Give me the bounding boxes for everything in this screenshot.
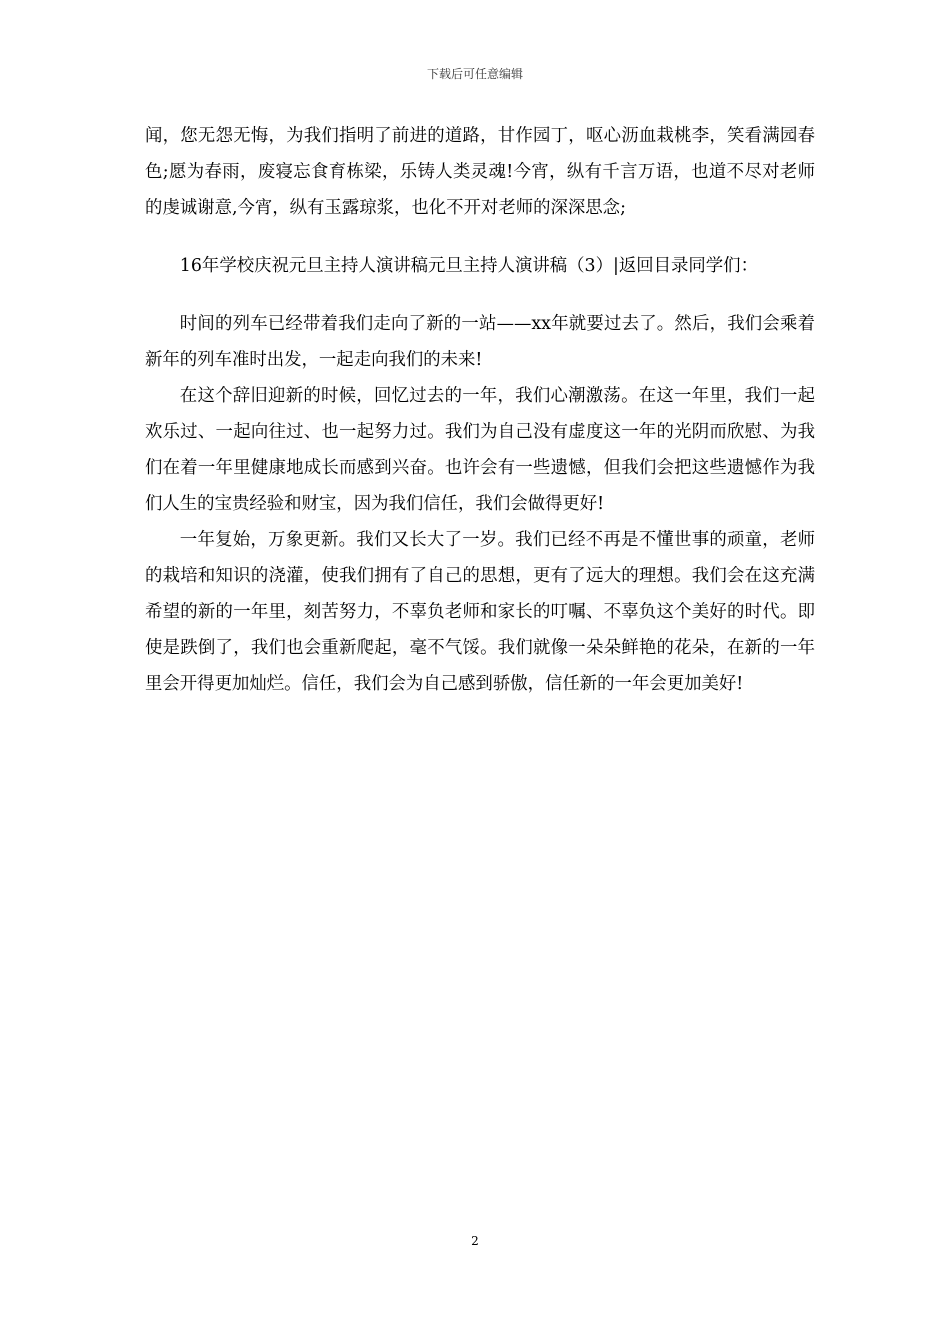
paragraph: 在这个辞旧迎新的时候，回忆过去的一年，我们心潮激荡。在这一年里，我们一起欢乐过、一起向往过、也一起努力过。我们为自己没有虚度这一年的光阴而欣慰、为我们在着一年里健康地成长而感到兴奋。也许会有一些遗憾，但我们会把这些遗憾作为我们人生的宝贵经验和财宝，因为我们信任，我们会做得更好!: [145, 386, 815, 514]
page-number: 2: [471, 1234, 479, 1248]
paragraph-continuation: 闻，您无怨无悔，为我们指明了前进的道路，甘作园丁，呕心沥血栽桃李，笑看满园春色;愿为春雨，废寝忘食育栋梁，乐铸人类灵魂!今宵，纵有千言万语，也道不尽对老师的虔诚谢意,今宵，纵有玉露琼浆，也化不开对老师的深深思念;: [145, 126, 815, 218]
paragraph: 时间的列车已经带着我们走向了新的一站——xx年就要过去了。然后，我们会乘着新年的列车准时出发，一起走向我们的未来!: [145, 314, 815, 370]
page-header: 下载后可任意编辑: [426, 67, 523, 81]
paragraph: 一年复始，万象更新。我们又长大了一岁。我们已经不再是不懂世事的顽童，老师的栽培和知识的浇灌，使我们拥有了自己的思想，更有了远大的理想。我们会在这充满希望的新的一年里，刻苦努力，不辜负老师和家长的叮嘱、不辜负这个美好的时代。即使是跌倒了，我们也会重新爬起，毫不气馁。我们就像一朵朵鲜艳的花朵，在新的一年里会开得更加灿烂。信任，我们会为自己感到骄傲，信任新的一年会更加美好!: [145, 530, 815, 694]
document-body: [145, 118, 815, 702]
section-heading: 16年学校庆祝元旦主持人演讲稿元旦主持人演讲稿（3）|返回目录同学们：: [179, 256, 758, 276]
